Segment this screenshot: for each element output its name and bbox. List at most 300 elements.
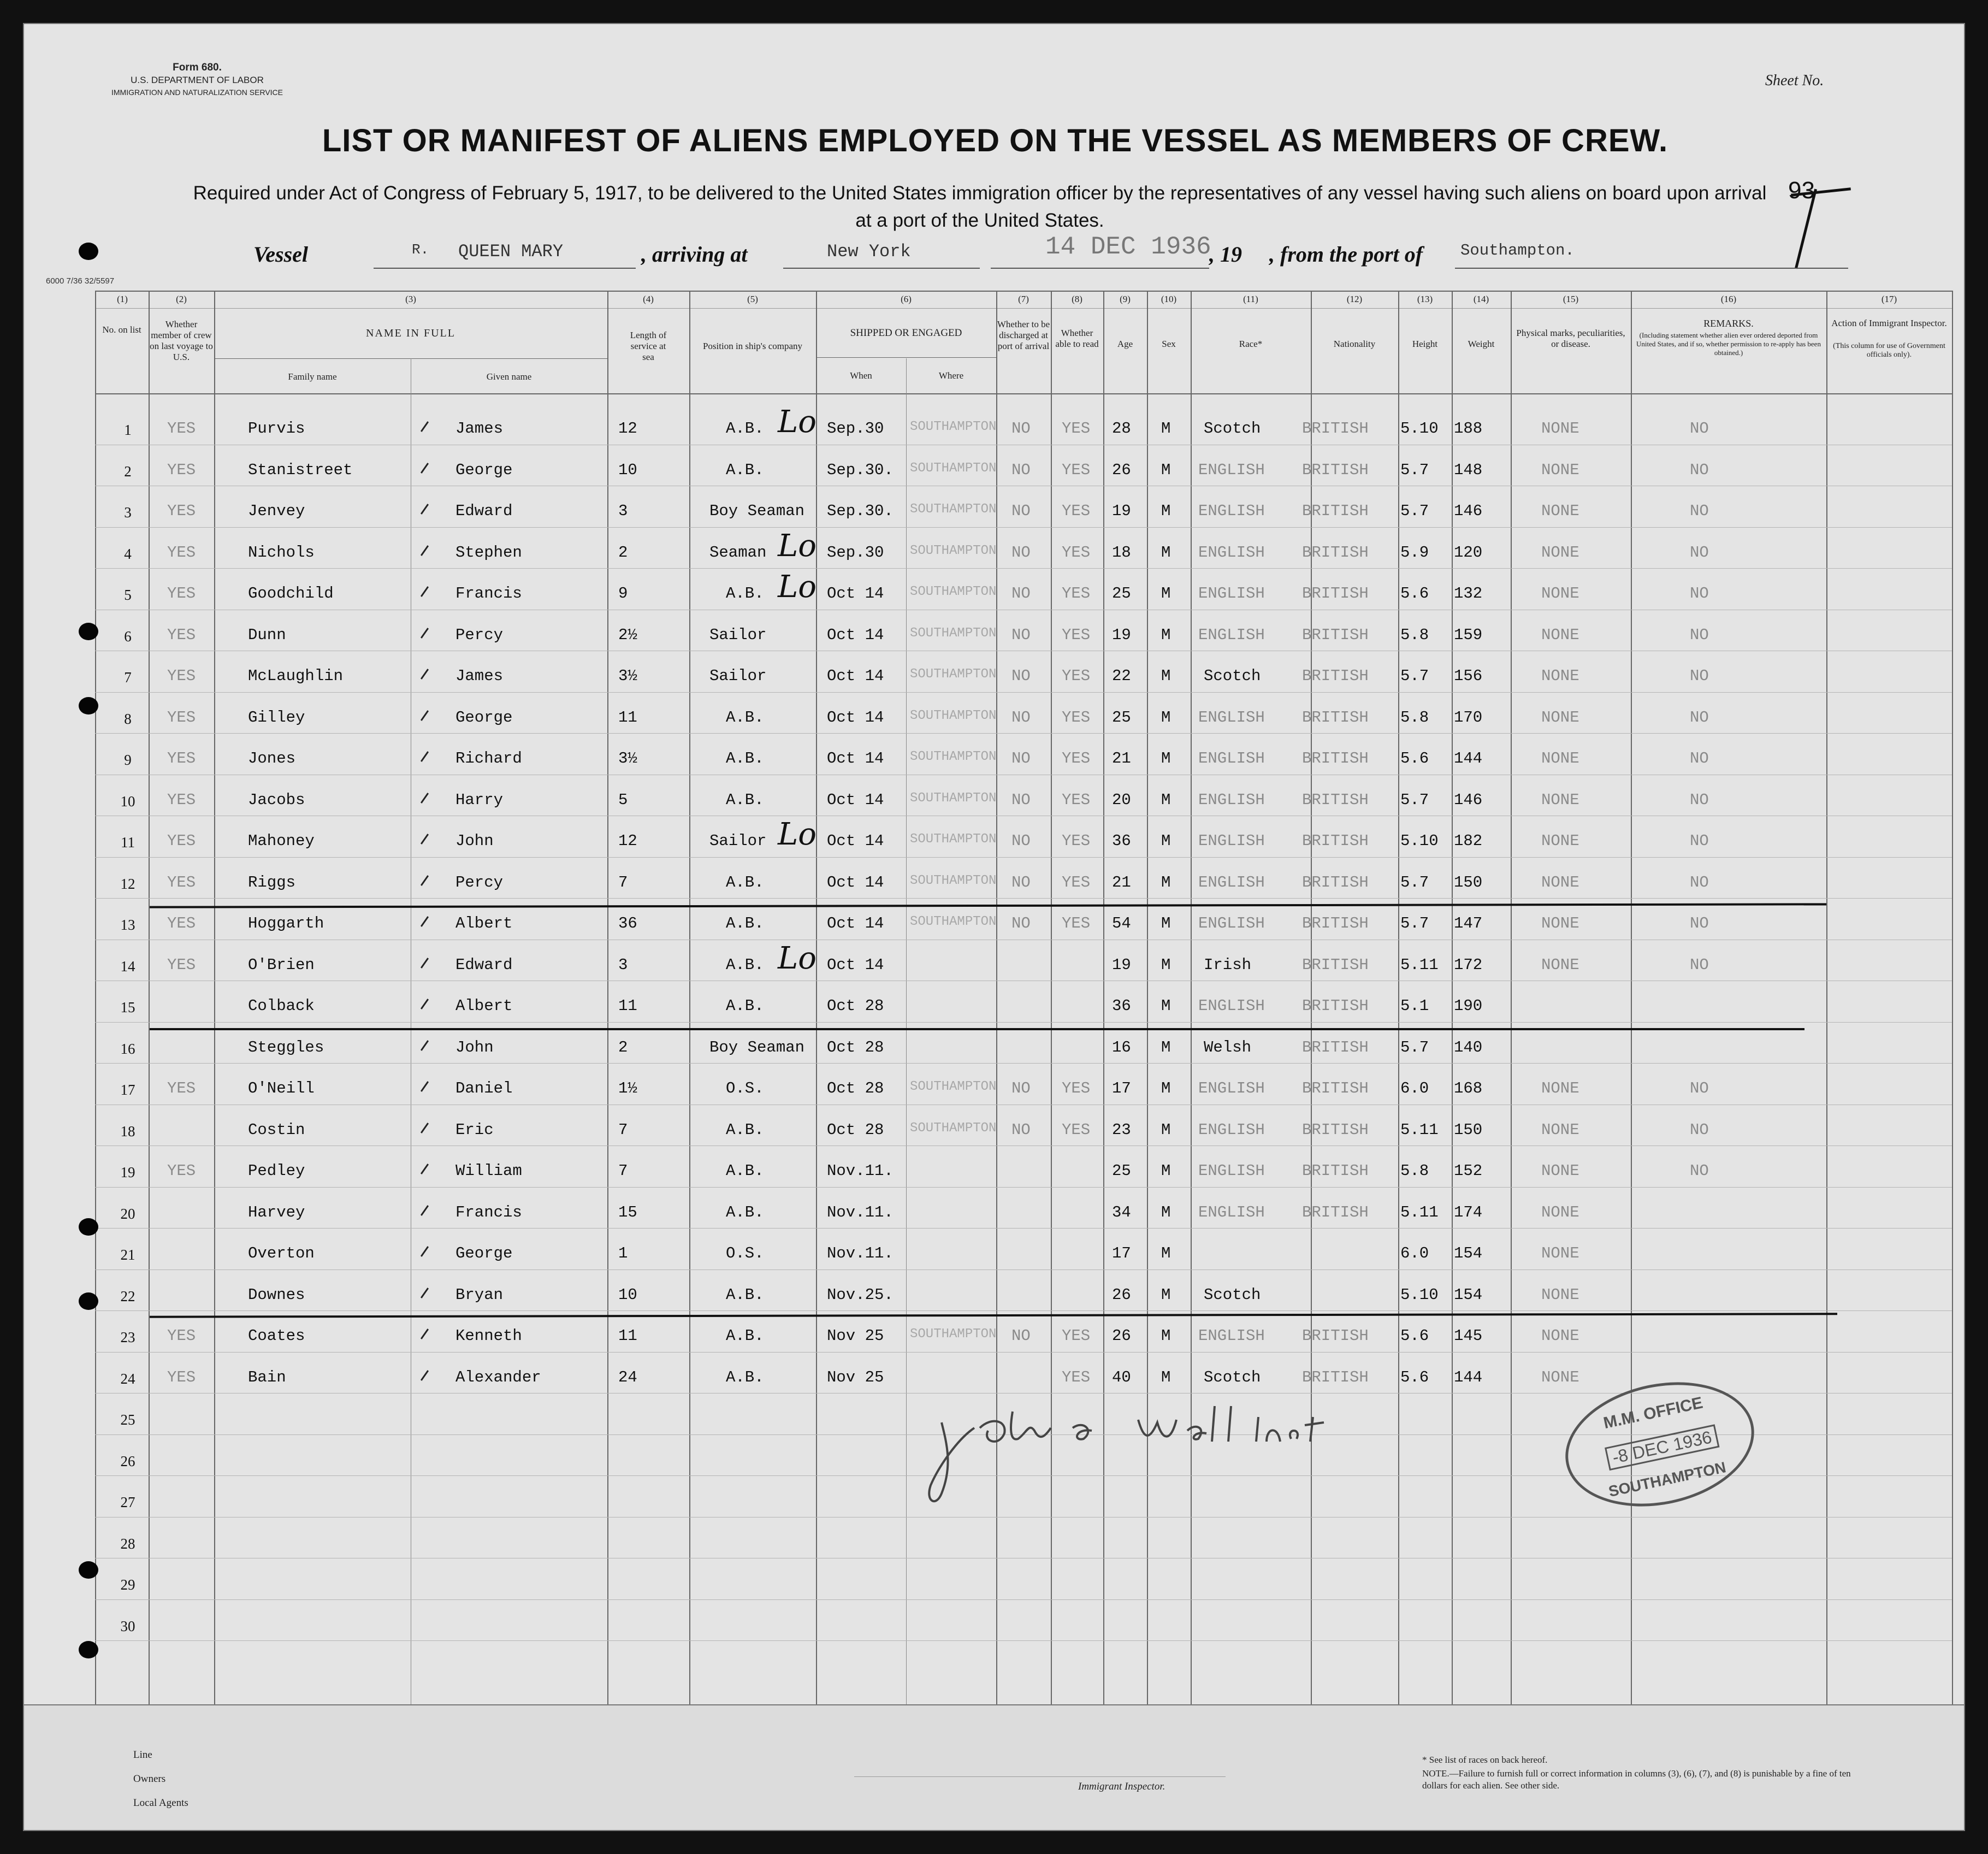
cell-hw: Lo bbox=[778, 404, 816, 440]
cell-when: Sep.30 bbox=[827, 420, 884, 438]
cell-position: A.B. bbox=[726, 956, 764, 974]
check-tick bbox=[421, 834, 429, 845]
cell-service: 3½ bbox=[618, 749, 637, 767]
cell-family: McLaughlin bbox=[248, 667, 344, 685]
cell-voy: YES bbox=[167, 1162, 196, 1180]
cell-disch: NO bbox=[1011, 461, 1031, 479]
punch-hole bbox=[79, 1561, 98, 1579]
col1-num: (1) bbox=[117, 294, 128, 304]
cell-age: 21 bbox=[1112, 749, 1131, 767]
column-rule bbox=[1452, 291, 1453, 1704]
cell-given: Eric bbox=[455, 1121, 494, 1139]
cell-nat: BRITISH bbox=[1302, 1038, 1369, 1056]
cell-read: YES bbox=[1062, 420, 1091, 438]
cell-position: Boy Seaman bbox=[709, 1038, 805, 1056]
row-rule bbox=[95, 1640, 1952, 1641]
col16-note: (Including statement whether alien ever ordered deported from United States, and if so, whether permission to re-apply has been obtained.) bbox=[1636, 331, 1821, 357]
cell-nat: BRITISH bbox=[1302, 956, 1369, 974]
check-tick bbox=[421, 1328, 429, 1339]
subtitle: Required under Act of Congress of February 5, 1917, to be delivered to the United States immigration officer by the representatives of any vessel having such aliens on board upon arrival at a port of the United States. bbox=[193, 182, 1767, 231]
cell-height: 5.9 bbox=[1400, 544, 1429, 562]
cell-nat: BRITISH bbox=[1302, 873, 1369, 891]
cell-service: 11 bbox=[618, 997, 637, 1015]
cell-sex: M bbox=[1161, 502, 1171, 520]
cell-where: SOUTHAMPTON bbox=[910, 708, 997, 723]
cell-service: 36 bbox=[618, 914, 637, 932]
cell-remarks: NO bbox=[1690, 791, 1709, 809]
cell-read: YES bbox=[1062, 832, 1091, 850]
vessel-prefix: R. bbox=[412, 241, 429, 258]
cell-height: 5.7 bbox=[1400, 461, 1429, 479]
cell-nat: BRITISH bbox=[1302, 914, 1369, 932]
col15-num: (15) bbox=[1563, 294, 1579, 304]
cell-nat: BRITISH bbox=[1302, 708, 1369, 727]
cell-when: Oct 14 bbox=[827, 708, 884, 727]
sheet-no-label: Sheet No. bbox=[1765, 72, 1824, 89]
cell-age: 28 bbox=[1112, 420, 1131, 438]
cell-weight: 132 bbox=[1454, 584, 1483, 603]
cell-where: SOUTHAMPTON bbox=[910, 1327, 997, 1342]
cell-sex: M bbox=[1161, 873, 1171, 891]
cell-remarks: NO bbox=[1690, 420, 1709, 438]
cell-when: Oct 14 bbox=[827, 791, 884, 809]
cell-disch: NO bbox=[1011, 584, 1031, 603]
cell-position: A.B. bbox=[726, 1327, 764, 1345]
cell-read: YES bbox=[1062, 749, 1091, 767]
cell-position: A.B. bbox=[726, 708, 764, 727]
check-tick bbox=[421, 1081, 429, 1092]
cell-disch: NO bbox=[1011, 502, 1031, 520]
cell-weight: 144 bbox=[1454, 749, 1483, 767]
cell-where: SOUTHAMPTON bbox=[910, 749, 997, 764]
cell-service: 7 bbox=[618, 1162, 628, 1180]
cell-read: YES bbox=[1062, 791, 1091, 809]
cell-hw: Lo bbox=[778, 817, 816, 852]
manifest-sheet bbox=[23, 23, 1965, 1831]
check-tick bbox=[421, 999, 429, 1009]
check-tick bbox=[421, 463, 429, 474]
check-tick bbox=[421, 504, 429, 515]
cell-family: Jenvey bbox=[248, 502, 305, 520]
cell-voy: YES bbox=[167, 749, 196, 767]
cell-voy: YES bbox=[167, 461, 196, 479]
row-number: 14 bbox=[120, 958, 135, 975]
cell-marks: NONE bbox=[1541, 832, 1579, 850]
cell-position: A.B. bbox=[726, 749, 764, 767]
col2-num: (2) bbox=[176, 294, 187, 304]
cell-family: Jones bbox=[248, 749, 296, 767]
cell-race: Scotch bbox=[1204, 1368, 1261, 1386]
cell-given: Richard bbox=[455, 749, 522, 767]
cell-given: Stephen bbox=[455, 544, 522, 562]
cell-age: 17 bbox=[1112, 1244, 1131, 1262]
cell-marks: NONE bbox=[1541, 1203, 1579, 1221]
check-tick bbox=[421, 669, 429, 680]
cell-where: SOUTHAMPTON bbox=[910, 914, 997, 929]
cell-family: Dunn bbox=[248, 626, 286, 644]
cell-voy: YES bbox=[167, 791, 196, 809]
cell-marks: NONE bbox=[1541, 461, 1579, 479]
cell-sex: M bbox=[1161, 1038, 1171, 1056]
cell-marks: NONE bbox=[1541, 1327, 1579, 1345]
cell-where: SOUTHAMPTON bbox=[910, 502, 997, 517]
cell-marks: NONE bbox=[1541, 502, 1579, 520]
cell-service: 3 bbox=[618, 502, 628, 520]
cell-where: SOUTHAMPTON bbox=[910, 1079, 997, 1094]
col14-header: Weight bbox=[1468, 339, 1495, 349]
cell-position: A.B. bbox=[726, 1368, 764, 1386]
cell-remarks: NO bbox=[1690, 1121, 1709, 1139]
vessel-label: Vessel bbox=[253, 242, 308, 267]
cell-race: Scotch bbox=[1204, 667, 1261, 685]
cell-family: Purvis bbox=[248, 420, 305, 438]
cell-when: Nov.25. bbox=[827, 1286, 894, 1304]
col17-note: (This column for use of Government officials only). bbox=[1833, 342, 1945, 359]
cell-position: A.B. bbox=[726, 914, 764, 932]
cell-height: 5.8 bbox=[1400, 626, 1429, 644]
cell-disch: NO bbox=[1011, 873, 1031, 891]
cell-voy: YES bbox=[167, 584, 196, 603]
cell-race: ENGLISH bbox=[1198, 1162, 1265, 1180]
cell-remarks: NO bbox=[1690, 461, 1709, 479]
row-number: 11 bbox=[121, 834, 135, 851]
cell-position: O.S. bbox=[726, 1079, 764, 1097]
cell-service: 3 bbox=[618, 956, 628, 974]
cell-read: YES bbox=[1062, 1121, 1091, 1139]
cell-remarks: NO bbox=[1690, 873, 1709, 891]
col2-header: Whether member of crew on last voyage to U.S. bbox=[150, 319, 213, 362]
cell-marks: NONE bbox=[1541, 956, 1579, 974]
cell-nat: BRITISH bbox=[1302, 1327, 1369, 1345]
column-rule bbox=[1952, 291, 1953, 1704]
check-tick bbox=[421, 916, 429, 927]
sheet-number: 93 bbox=[1788, 177, 1815, 204]
cell-when: Nov.11. bbox=[827, 1162, 894, 1180]
cell-age: 20 bbox=[1112, 791, 1131, 809]
page-title: LIST OR MANIFEST OF ALIENS EMPLOYED ON THE VESSEL AS MEMBERS OF CREW. bbox=[322, 123, 1668, 158]
cell-race: ENGLISH bbox=[1198, 626, 1265, 644]
col3a-header: Family name bbox=[288, 371, 337, 382]
cell-where: SOUTHAMPTON bbox=[910, 873, 997, 888]
cell-family: Jacobs bbox=[248, 791, 305, 809]
cell-when: Oct 14 bbox=[827, 956, 884, 974]
cell-position: Sailor bbox=[709, 626, 767, 644]
from-label: , from the port of bbox=[1269, 242, 1423, 267]
cell-given: Francis bbox=[455, 584, 522, 603]
cell-marks: NONE bbox=[1541, 1244, 1579, 1262]
cell-position: A.B. bbox=[726, 1203, 764, 1221]
cell-read: YES bbox=[1062, 1327, 1091, 1345]
cell-sex: M bbox=[1161, 791, 1171, 809]
cell-nat: BRITISH bbox=[1302, 584, 1369, 603]
cell-position: A.B. bbox=[726, 420, 764, 438]
cell-when: Oct 14 bbox=[827, 584, 884, 603]
row-number: 5 bbox=[124, 587, 132, 603]
col13-num: (13) bbox=[1417, 294, 1433, 304]
footer-note-penalty: NOTE.—Failure to furnish full or correct information in columns (3), (6), (7), and (8) is punishable by a fine of ten dollars for each alien. See other side. bbox=[1422, 1768, 1851, 1791]
cell-family: Overton bbox=[248, 1244, 315, 1262]
check-tick bbox=[421, 1164, 429, 1174]
col12-header: Nationality bbox=[1333, 339, 1376, 349]
cell-sex: M bbox=[1161, 461, 1171, 479]
col3b-header: Given name bbox=[486, 371, 532, 382]
cell-age: 16 bbox=[1112, 1038, 1131, 1056]
cell-given: Edward bbox=[455, 956, 513, 974]
cell-remarks: NO bbox=[1690, 708, 1709, 727]
check-tick bbox=[421, 1123, 429, 1133]
cell-read: YES bbox=[1062, 667, 1091, 685]
cell-when: Oct 14 bbox=[827, 749, 884, 767]
cell-marks: NONE bbox=[1541, 420, 1579, 438]
cell-nat: BRITISH bbox=[1302, 1162, 1369, 1180]
row-rule bbox=[95, 692, 1952, 693]
cell-where: SOUTHAMPTON bbox=[910, 461, 997, 476]
cell-sex: M bbox=[1161, 584, 1171, 603]
arriving-label: , arriving at bbox=[641, 242, 748, 267]
cell-position: Sailor bbox=[709, 832, 767, 850]
cell-disch: NO bbox=[1011, 914, 1031, 932]
cell-read: YES bbox=[1062, 502, 1091, 520]
row-number: 2 bbox=[124, 463, 132, 480]
check-tick bbox=[421, 710, 429, 721]
footer-owners-label: Owners bbox=[133, 1773, 166, 1785]
footer-inspector-label: Immigrant Inspector. bbox=[1078, 1781, 1165, 1792]
cell-marks: NONE bbox=[1541, 791, 1579, 809]
check-tick bbox=[421, 1205, 429, 1216]
cell-nat: BRITISH bbox=[1302, 1368, 1369, 1386]
cell-sex: M bbox=[1161, 667, 1171, 685]
cell-weight: 146 bbox=[1454, 502, 1483, 520]
cell-when: Nov.11. bbox=[827, 1244, 894, 1262]
footer-note-races: * See list of races on back hereof. bbox=[1422, 1755, 1548, 1765]
cell-read: YES bbox=[1062, 1079, 1091, 1097]
cell-weight: 172 bbox=[1454, 956, 1483, 974]
cell-height: 6.0 bbox=[1400, 1079, 1429, 1097]
cell-nat: BRITISH bbox=[1302, 626, 1369, 644]
cell-voy: YES bbox=[167, 502, 196, 520]
cell-voy: YES bbox=[167, 1327, 196, 1345]
cell-position: O.S. bbox=[726, 1244, 764, 1262]
cell-weight: 150 bbox=[1454, 1121, 1483, 1139]
col5-num: (5) bbox=[747, 294, 758, 304]
cell-service: 2½ bbox=[618, 626, 637, 644]
cell-family: Bain bbox=[248, 1368, 286, 1386]
cell-sex: M bbox=[1161, 1244, 1171, 1262]
check-tick bbox=[421, 751, 429, 762]
cell-weight: 159 bbox=[1454, 626, 1483, 644]
year-label: , 19 bbox=[1209, 242, 1242, 267]
cell-height: 5.10 bbox=[1400, 832, 1439, 850]
cell-nat: BRITISH bbox=[1302, 461, 1369, 479]
cell-disch: NO bbox=[1011, 749, 1031, 767]
cell-when: Nov 25 bbox=[827, 1327, 884, 1345]
cell-service: 12 bbox=[618, 832, 637, 850]
cell-sex: M bbox=[1161, 544, 1171, 562]
cell-where: SOUTHAMPTON bbox=[910, 626, 997, 641]
cell-remarks: NO bbox=[1690, 1079, 1709, 1097]
check-tick bbox=[421, 421, 429, 432]
cell-family: Mahoney bbox=[248, 832, 315, 850]
stamp-bottom: SOUTHAMPTON bbox=[1607, 1459, 1727, 1500]
cell-service: 2 bbox=[618, 544, 628, 562]
column-rule bbox=[607, 291, 608, 1704]
cell-position: Boy Seaman bbox=[709, 502, 805, 520]
cell-race: ENGLISH bbox=[1198, 873, 1265, 891]
row-number: 6 bbox=[124, 628, 132, 645]
footer-line-label: Line bbox=[133, 1749, 152, 1761]
cell-weight: 174 bbox=[1454, 1203, 1483, 1221]
column-rule bbox=[1398, 291, 1399, 1704]
cell-age: 22 bbox=[1112, 667, 1131, 685]
row-number: 23 bbox=[120, 1329, 135, 1345]
cell-disch: NO bbox=[1011, 1327, 1031, 1345]
row-number: 27 bbox=[120, 1494, 135, 1510]
row-rule bbox=[95, 1310, 1952, 1311]
cell-height: 5.7 bbox=[1400, 502, 1429, 520]
cell-position: A.B. bbox=[726, 997, 764, 1015]
cell-sex: M bbox=[1161, 1079, 1171, 1097]
cell-height: 5.8 bbox=[1400, 1162, 1429, 1180]
stamp-date: -8 DEC 1936 bbox=[1605, 1424, 1719, 1471]
col7-num: (7) bbox=[1018, 294, 1029, 304]
col4-header: Length of service at sea bbox=[630, 330, 667, 362]
cell-nat: BRITISH bbox=[1302, 749, 1369, 767]
strike-line-row-15 bbox=[150, 1028, 1804, 1030]
cell-height: 5.7 bbox=[1400, 914, 1429, 932]
col16-num: (16) bbox=[1720, 294, 1737, 304]
cell-weight: 152 bbox=[1454, 1162, 1483, 1180]
cell-nat: BRITISH bbox=[1302, 1121, 1369, 1139]
cell-voy: YES bbox=[167, 1079, 196, 1097]
row-number: 21 bbox=[120, 1247, 135, 1263]
cell-race: Scotch bbox=[1204, 1286, 1261, 1304]
cell-family: Stanistreet bbox=[248, 461, 353, 479]
row-rule bbox=[95, 1599, 1952, 1600]
cell-age: 26 bbox=[1112, 461, 1131, 479]
cell-sex: M bbox=[1161, 1327, 1171, 1345]
cell-marks: NONE bbox=[1541, 667, 1579, 685]
cell-weight: 190 bbox=[1454, 997, 1483, 1015]
arriving-value: New York bbox=[827, 241, 911, 262]
row-number: 30 bbox=[120, 1618, 135, 1634]
cell-age: 19 bbox=[1112, 956, 1131, 974]
cell-service: 7 bbox=[618, 873, 628, 891]
cell-remarks: NO bbox=[1690, 626, 1709, 644]
cell-age: 18 bbox=[1112, 544, 1131, 562]
cell-voy: YES bbox=[167, 1368, 196, 1386]
row-number: 28 bbox=[120, 1536, 135, 1552]
cell-marks: NONE bbox=[1541, 749, 1579, 767]
cell-sex: M bbox=[1161, 914, 1171, 932]
cell-height: 5.6 bbox=[1400, 584, 1429, 603]
cell-marks: NONE bbox=[1541, 1162, 1579, 1180]
cell-remarks: NO bbox=[1690, 832, 1709, 850]
cell-race: ENGLISH bbox=[1198, 997, 1265, 1015]
cell-position: A.B. bbox=[726, 791, 764, 809]
cell-when: Oct 14 bbox=[827, 832, 884, 850]
row-number: 12 bbox=[120, 876, 135, 892]
cell-hw: Lo bbox=[778, 941, 816, 976]
punch-hole bbox=[79, 623, 98, 640]
department: U.S. DEPARTMENT OF LABOR bbox=[131, 75, 264, 85]
col8-num: (8) bbox=[1072, 294, 1082, 304]
col3-num: (3) bbox=[405, 294, 416, 304]
column-rule bbox=[1826, 291, 1827, 1704]
cell-weight: 140 bbox=[1454, 1038, 1483, 1056]
cell-age: 36 bbox=[1112, 997, 1131, 1015]
cell-sex: M bbox=[1161, 626, 1171, 644]
cell-weight: 147 bbox=[1454, 914, 1483, 932]
cell-when: Sep.30 bbox=[827, 544, 884, 562]
cell-remarks: NO bbox=[1690, 914, 1709, 932]
cell-voy: YES bbox=[167, 626, 196, 644]
cell-given: Albert bbox=[455, 914, 513, 932]
cell-when: Oct 28 bbox=[827, 1038, 884, 1056]
cell-remarks: NO bbox=[1690, 502, 1709, 520]
cell-given: John bbox=[455, 1038, 494, 1056]
strike-line-row-12 bbox=[150, 903, 1826, 908]
cell-nat: BRITISH bbox=[1302, 420, 1369, 438]
cell-age: 26 bbox=[1112, 1286, 1131, 1304]
cell-family: Downes bbox=[248, 1286, 305, 1304]
row-number: 10 bbox=[120, 793, 135, 810]
cell-hw: Lo bbox=[778, 569, 816, 605]
cell-age: 26 bbox=[1112, 1327, 1131, 1345]
row-number: 4 bbox=[124, 546, 132, 562]
cell-position: A.B. bbox=[726, 461, 764, 479]
col9-header: Age bbox=[1117, 339, 1133, 349]
cell-height: 5.11 bbox=[1400, 956, 1439, 974]
col1-header: No. on list bbox=[102, 324, 141, 335]
cell-service: 9 bbox=[618, 584, 628, 603]
check-tick bbox=[421, 1370, 429, 1381]
check-tick bbox=[421, 1040, 429, 1051]
check-tick bbox=[421, 958, 429, 969]
row-rule bbox=[95, 568, 1952, 569]
col15-header: Physical marks, peculiarities, or disease. bbox=[1516, 328, 1625, 349]
cell-disch: NO bbox=[1011, 420, 1031, 438]
cell-height: 6.0 bbox=[1400, 1244, 1429, 1262]
cell-service: 10 bbox=[618, 461, 637, 479]
cell-sex: M bbox=[1161, 832, 1171, 850]
cell-sex: M bbox=[1161, 749, 1171, 767]
cell-when: Oct 14 bbox=[827, 626, 884, 644]
cell-age: 23 bbox=[1112, 1121, 1131, 1139]
cell-age: 34 bbox=[1112, 1203, 1131, 1221]
cell-height: 5.7 bbox=[1400, 667, 1429, 685]
row-rule bbox=[95, 1063, 1952, 1064]
row-number: 7 bbox=[124, 669, 132, 686]
cell-when: Nov.11. bbox=[827, 1203, 894, 1221]
row-number: 18 bbox=[120, 1123, 135, 1139]
punch-hole bbox=[79, 697, 98, 715]
from-port-value: Southampton. bbox=[1460, 241, 1575, 259]
cell-marks: NONE bbox=[1541, 1121, 1579, 1139]
row-number: 1 bbox=[124, 422, 132, 438]
cell-when: Oct 28 bbox=[827, 1121, 884, 1139]
print-code: 6000 7/36 32/5597 bbox=[46, 276, 115, 286]
column-rule bbox=[149, 291, 150, 1704]
cell-family: Coates bbox=[248, 1327, 305, 1345]
cell-service: 3½ bbox=[618, 667, 637, 685]
cell-weight: 150 bbox=[1454, 873, 1483, 891]
service: IMMIGRATION AND NATURALIZATION SERVICE bbox=[111, 88, 283, 97]
cell-height: 5.1 bbox=[1400, 997, 1429, 1015]
cell-read: YES bbox=[1062, 708, 1091, 727]
col5-header: Position in ship's company bbox=[702, 341, 803, 351]
cell-height: 5.8 bbox=[1400, 708, 1429, 727]
cell-service: 12 bbox=[618, 420, 637, 438]
